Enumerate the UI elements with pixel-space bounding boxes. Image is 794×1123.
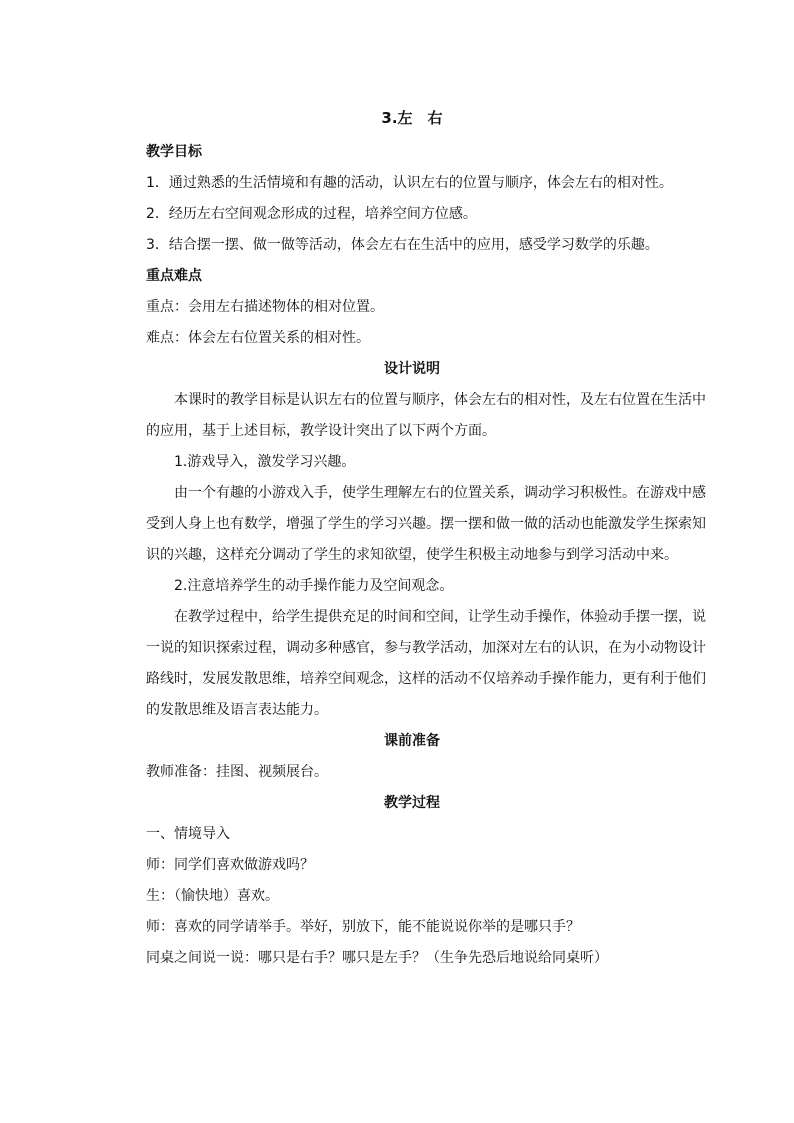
design-paragraph-1-line-1: 本课时的教学目标是认识左右的位置与顺序，体会左右的相对性，及左右位置在生活中 [174, 392, 706, 408]
preparation-heading: 课前准备 [384, 733, 440, 749]
design-paragraph-2-line-1: 由一个有趣的小游戏入手，使学生理解左右的位置关系，调动学习积极性。在游戏中感 [174, 485, 706, 501]
design-paragraph-3-line-3: 路线时，发展发散思维，培养空间观念，这样的活动不仅培养动手操作能力，更有利于他们 [146, 671, 706, 687]
dialog-line-3: 师：喜欢的同学请举手。举好，别放下，能不能说说你举的是哪只手？ [146, 919, 580, 935]
design-heading: 设计说明 [384, 361, 440, 377]
difficult-point-text: 难点：体会左右位置关系的相对性。 [146, 330, 370, 346]
preparation-text: 教师准备：挂图、视频展台。 [146, 764, 328, 780]
design-paragraph-3-line-2: 一说的知识探索过程，调动多种感官，参与教学活动，加深对左右的认识，在为小动物设计 [146, 640, 706, 656]
design-point-1: 1.游戏导入，激发学习兴趣。 [174, 454, 356, 470]
objective-item-2: 2．经历左右空间观念形成的过程，培养空间方位感。 [146, 206, 477, 222]
objective-item-3: 3．结合摆一摆、做一做等活动，体会左右在生活中的应用，感受学习数学的乐趣。 [146, 237, 659, 253]
design-paragraph-1-line-2: 的应用，基于上述目标，教学设计突出了以下两个方面。 [146, 423, 496, 439]
design-paragraph-3-line-4: 的发散思维及语言表达能力。 [146, 702, 328, 718]
key-points-heading: 重点难点 [146, 268, 202, 284]
process-step-1: 一、情境导入 [146, 826, 230, 842]
objectives-heading: 教学目标 [146, 144, 202, 160]
design-paragraph-3-line-1: 在教学过程中，给学生提供充足的时间和空间，让学生动手操作，体验动手摆一摆，说 [174, 609, 706, 625]
design-paragraph-2-line-2: 受到人身上也有数学，增强了学生的学习兴趣。摆一摆和做一做的活动也能激发学生探索知 [146, 516, 706, 532]
key-point-text: 重点：会用左右描述物体的相对位置。 [146, 299, 384, 315]
design-paragraph-2-line-3: 识的兴趣，这样充分调动了学生的求知欲望，使学生积极主动地参与到学习活动中来。 [146, 547, 678, 563]
design-point-2: 2.注意培养学生的动手操作能力及空间观念。 [174, 578, 454, 594]
dialog-line-4: 同桌之间说一说：哪只是右手？哪只是左手？（生争先恐后地说给同桌听） [146, 950, 608, 966]
dialog-line-2: 生：（愉快地）喜欢。 [146, 888, 279, 904]
page-title: 3.左 右 [381, 109, 443, 127]
objective-item-1: 1．通过熟悉的生活情境和有趣的活动，认识左右的位置与顺序，体会左右的相对性。 [146, 175, 673, 191]
dialog-line-1: 师：同学们喜欢做游戏吗？ [146, 857, 314, 873]
process-heading: 教学过程 [384, 795, 440, 811]
